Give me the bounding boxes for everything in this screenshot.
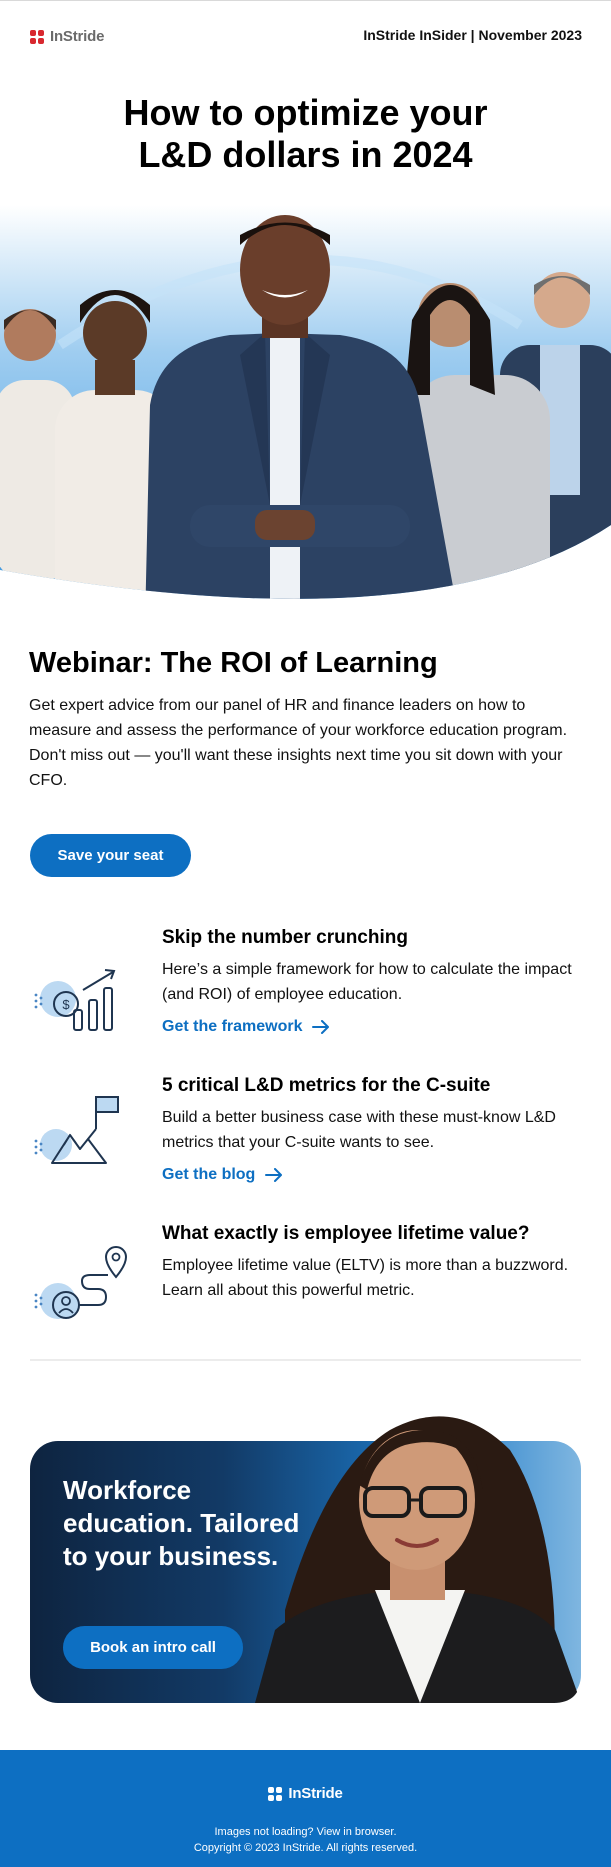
view-in-browser-link[interactable]: Images not loading? View in browser. <box>214 1826 397 1838</box>
page-title <box>0 92 611 176</box>
article-description: Employee lifetime value (ELTV) is more than a buzzword. Learn all about this powerful metric. <box>162 1257 569 1299</box>
article-description: Here’s a simple framework for how to calculate the impact (and ROI) of employee education. <box>162 961 572 1003</box>
article-title: Skip the number crunching <box>162 927 408 948</box>
top-border <box>0 0 611 1</box>
article-title: 5 critical L&D metrics for the C-suite <box>162 1075 491 1096</box>
article-title: What exactly is employee lifetime value? <box>162 1223 530 1244</box>
woman-with-glasses-photo <box>255 1390 581 1703</box>
person-path-icon <box>28 1239 138 1329</box>
title-line-2: L&D dollars in 2024 <box>138 134 473 175</box>
save-your-seat-button[interactable]: Save your seat <box>30 834 191 877</box>
svg-text:$: $ <box>62 997 70 1012</box>
article-link-label: Get the blog <box>162 1166 256 1183</box>
get-the-framework-link[interactable] <box>162 1018 330 1036</box>
webinar-title: Webinar: The ROI of Learning <box>29 647 438 679</box>
newsletter-issue-label: InStride InSider | November 2023 <box>363 27 582 43</box>
logo-mark-icon <box>30 30 44 44</box>
footer <box>0 1750 611 1867</box>
section-divider <box>30 1359 581 1361</box>
hero-photo <box>0 205 611 625</box>
mountain-flag-icon <box>28 1083 138 1173</box>
title-line-1: How to optimize your <box>123 92 488 133</box>
webinar-description: Get expert advice from our panel of HR and finance leaders on how to measure and assess the performance of your workforce education program. Don't miss out — you'll want these insights next time you sit down with your CFO. <box>29 697 568 789</box>
dollar-chart-icon <box>28 950 138 1040</box>
instride-logo[interactable] <box>30 28 104 45</box>
logo-mark-icon <box>268 1787 282 1801</box>
footer-logo[interactable] <box>0 1785 611 1802</box>
book-intro-call-button[interactable]: Book an intro call <box>63 1626 243 1669</box>
promo-heading: Workforce education. Tailored to your business. <box>63 1475 300 1571</box>
logo-text: InStride <box>50 28 105 45</box>
footer-logo-text: InStride <box>288 1785 343 1802</box>
article-link-label: Get the framework <box>162 1018 303 1035</box>
footer-text <box>0 1824 611 1856</box>
copyright-text: Copyright © 2023 InStride. All rights reserved. <box>193 1842 418 1854</box>
arrow-right-icon <box>265 1168 283 1182</box>
get-the-blog-link[interactable] <box>162 1166 283 1184</box>
arrow-right-icon <box>312 1020 330 1034</box>
article-description: Build a better business case with these must-know L&D metrics that your C-suite wants to see. <box>162 1109 556 1151</box>
